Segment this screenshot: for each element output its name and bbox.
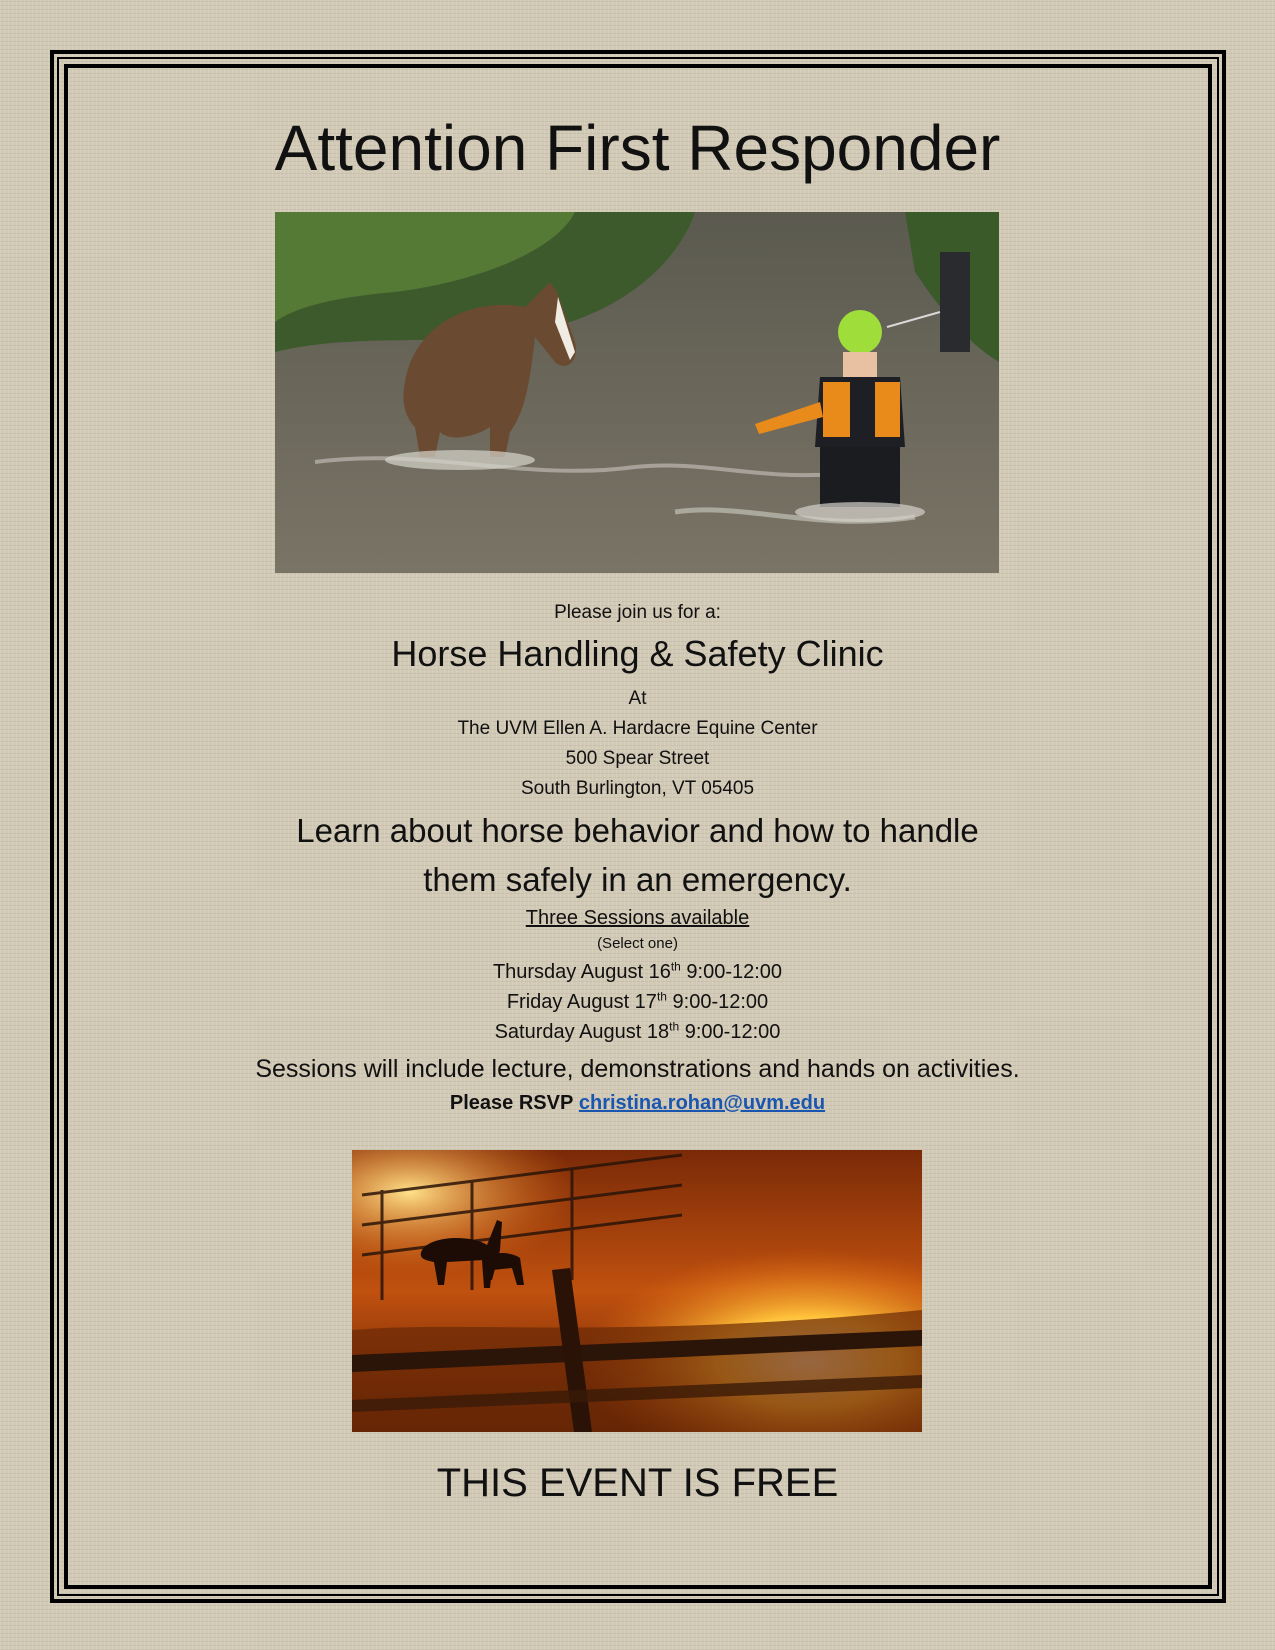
learn-line-2: them safely in an emergency. (423, 861, 852, 898)
learn-text (0, 806, 1275, 904)
session-item (0, 987, 1275, 1017)
session-suffix: th (670, 959, 681, 974)
page-title: Attention First Responder (274, 112, 1001, 184)
sessions-heading: Three Sessions available (525, 907, 750, 929)
session-item (0, 957, 1275, 987)
session-item (0, 1017, 1275, 1047)
session-day: Friday August 17 (506, 991, 657, 1013)
learn-line-1: Learn about horse behavior and how to handle (296, 812, 979, 849)
session-time: 9:00-12:00 (686, 961, 783, 983)
rsvp-email-link[interactable]: christina.rohan@uvm.edu (578, 1092, 826, 1114)
session-time: 9:00-12:00 (684, 1021, 781, 1043)
session-suffix: th (656, 989, 667, 1004)
city-address: South Burlington, VT 05405 (520, 778, 755, 799)
street-address: 500 Spear Street (565, 748, 710, 769)
sessions-note: (Select one) (597, 935, 678, 952)
free-event-banner: THIS EVENT IS FREE (436, 1461, 839, 1505)
rsvp-label: Please RSVP (449, 1092, 574, 1114)
rsvp-line (0, 1088, 1275, 1118)
horse-flood-rescue-photo (275, 212, 999, 573)
location-at: At (628, 688, 647, 709)
clinic-name: Horse Handling & Safety Clinic (391, 633, 884, 674)
session-suffix: th (669, 1019, 680, 1034)
intro-text: Please join us for a: (554, 602, 721, 623)
horses-wildfire-photo (352, 1150, 922, 1432)
session-day: Thursday August 16 (492, 961, 671, 983)
session-day: Saturday August 18 (494, 1021, 670, 1043)
sessions-include-text: Sessions will include lecture, demonstrations and hands on activities. (255, 1055, 1020, 1083)
venue-name: The UVM Ellen A. Hardacre Equine Center (457, 718, 818, 739)
session-time: 9:00-12:00 (672, 991, 769, 1013)
